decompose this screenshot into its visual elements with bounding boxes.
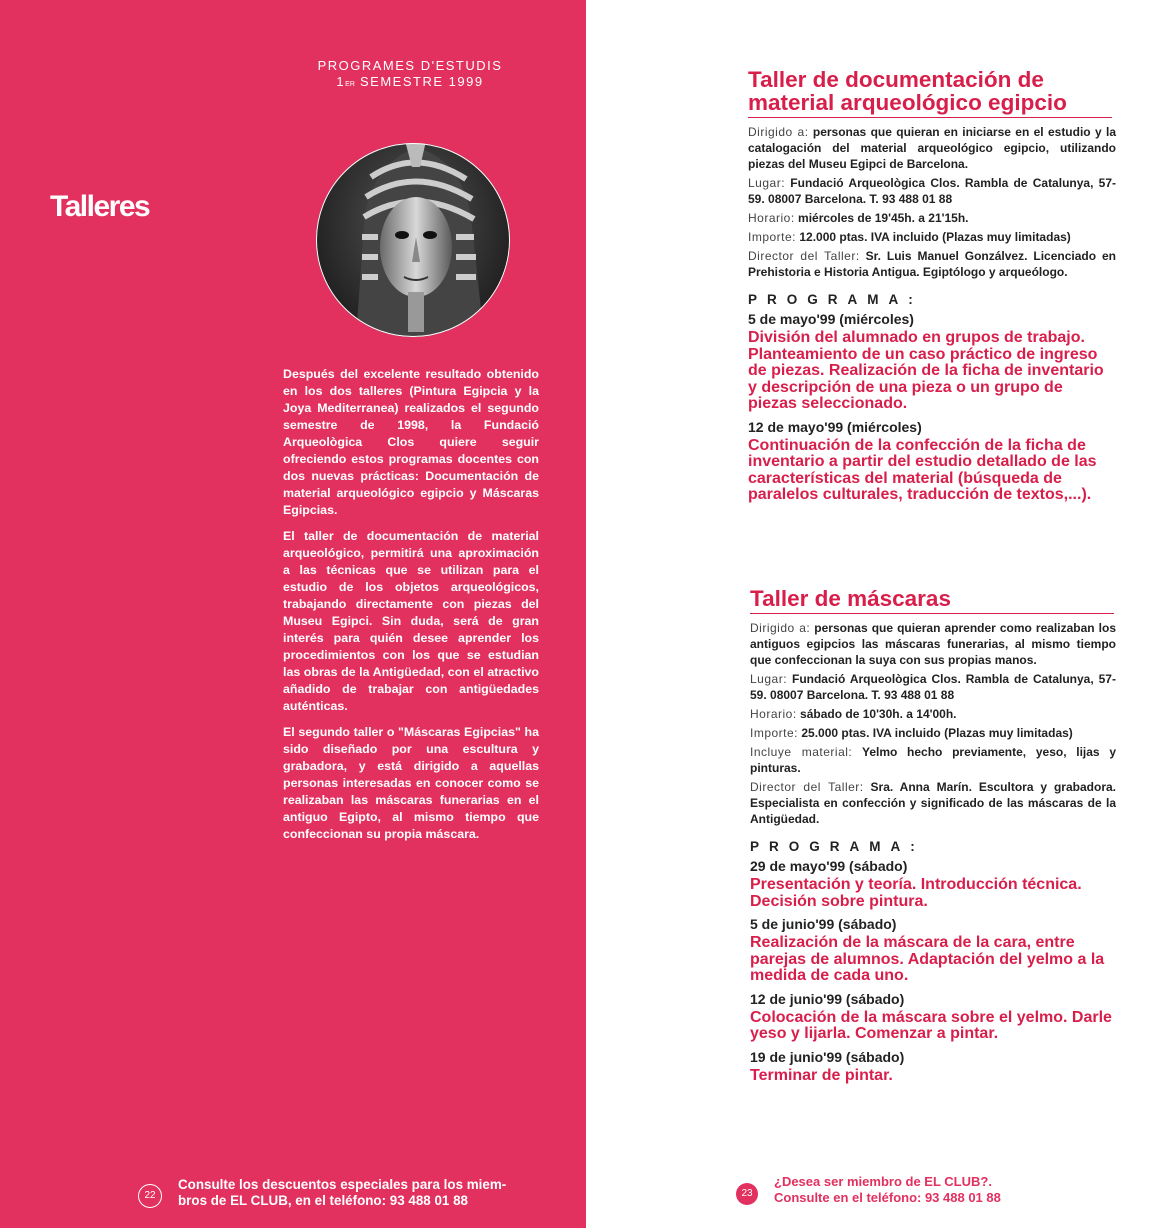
intro-text (283, 366, 539, 852)
info-row (750, 706, 1116, 722)
info-value: miércoles de 19'45h. a 21'15h. (798, 211, 969, 225)
footer-text (774, 1174, 1154, 1206)
page-number: 22 (138, 1184, 162, 1208)
intro-paragraph: El taller de documentación de material arqueológico, permitirá una aproximación a las técnicas que se utilizan para el estudio de los objetos arqueológicos, trabajando directamente con piezas del Museu Egipci. Sin duda, será de gran interés para quién desee aprender los procedimientos con los que se estudian las obras de la Antigüedad, con el atractivo añadido de trabajar con antigüedades auténticas. (283, 529, 539, 713)
header-line2 (310, 74, 510, 93)
session-date: 12 de mayo'99 (miércoles) (748, 418, 922, 435)
section-title-line: material arqueológico egipcio (748, 90, 1067, 115)
section-title-line: Taller de documentación de (748, 67, 1044, 92)
programa-label: PROGRAMA: (748, 292, 923, 307)
info-value: Sra. Anna Marín. Escultora y grabadora. Especialista en confección y significado de las máscaras de la Antigüedad. (750, 780, 1116, 826)
footer-line: Consulte en el teléfono: 93 488 01 88 (774, 1190, 1001, 1205)
session-activity: Colocación de la máscara sobre el yelmo. Darle yeso y lijarla. Comenzar a pintar. (750, 1008, 1112, 1042)
pharaoh-mask-photo (316, 107, 510, 337)
info-label: Dirigido a: (750, 621, 811, 635)
section-rule (750, 613, 1114, 614)
header-line1: PROGRAMES D'ESTUDIS (317, 58, 503, 73)
section-mascaras (750, 587, 1116, 1090)
info-label: Director del Taller: (748, 249, 860, 263)
info-value: Yelmo hecho previamente, yeso, lijas y pinturas. (750, 745, 1116, 775)
section-title: Taller de máscaras (750, 586, 951, 611)
session-date: 12 de junio'99 (sábado) (750, 990, 905, 1007)
session-date: 29 de mayo'99 (sábado) (750, 858, 908, 874)
info-row (750, 725, 1116, 741)
info-label: Lugar: (750, 672, 788, 686)
page-number: 23 (736, 1183, 758, 1205)
info-row (748, 248, 1116, 280)
info-row (748, 229, 1116, 245)
info-label: Incluye material: (750, 745, 853, 759)
session-activity: Presentación y teoría. Introducción técnica. Decisión sobre pintura. (750, 876, 1082, 910)
intro-paragraph: El segundo taller o "Máscaras Egipcias" ha sido diseñado por una escultura y grabadora, y está dirigido a aquellas personas interesadas en conocer como se realizaban las máscaras funerarias en el antiguo Egipto, al mismo tiempo que confeccionan su propia máscara. (283, 725, 539, 841)
info-label: Director del Taller: (750, 780, 864, 794)
info-row (748, 124, 1116, 172)
info-label: Horario: (748, 211, 795, 225)
info-row (750, 744, 1116, 776)
info-row (750, 671, 1116, 703)
info-row (750, 620, 1116, 668)
info-label: Importe: (748, 230, 797, 244)
section-title (748, 68, 1116, 114)
info-value: 25.000 ptas. IVA incluido (Plazas muy limitadas) (801, 726, 1073, 740)
info-label: Horario: (750, 707, 797, 721)
session-activity: División del alumnado en grupos de trabajo. Planteamiento de un caso práctico de ingreso de piezas. Realización de la ficha de inventario y descripción de una pieza o un grupo de piezas seleccionado. (748, 329, 1104, 412)
info-row (748, 175, 1116, 207)
info-label: Importe: (750, 726, 799, 740)
intro-paragraph: Después del excelente resultado obtenido en los dos talleres (Pintura Egipcia y la Joya Mediterranea) realizados el segundo semestre de 1998, la Fundació Arqueològica Clos quiere seguir ofreciendo estos programas docentes con dos nuevas prácticas: Documentación de material arqueológico egipcio y Máscaras Egipcias. (283, 367, 539, 517)
program-header (310, 58, 510, 93)
info-row (750, 779, 1116, 827)
info-value: personas que quieran en iniciarse en el estudio y la catalogación del material arqueológico egipcio, utilizando piezas del Museu Egipci de Barcelona. (748, 125, 1116, 171)
session-date: 5 de junio'99 (sábado) (750, 916, 897, 932)
right-page (586, 0, 1162, 1228)
page-title: Talleres (50, 190, 150, 223)
info-value: Sr. Luis Manuel Gonzálvez. Licenciado en Prehistoria e Historia Antigua. Egiptólogo y arqueólogo. (748, 249, 1116, 279)
info-label: Dirigido a: (748, 125, 809, 139)
info-value: Fundació Arqueològica Clos. Rambla de Catalunya, 57-59. 08007 Barcelona. T. 93 488 01 88 (750, 672, 1116, 702)
session-date: 5 de mayo'99 (miércoles) (748, 311, 914, 327)
section-documentacion (748, 68, 1116, 510)
session-activity: Realización de la máscara de la cara, entre parejas de alumnos. Adaptación del yelmo a la medida de cada uno. (750, 934, 1105, 984)
info-value: 12.000 ptas. IVA incluido (Plazas muy limitadas) (799, 230, 1071, 244)
header-prefix: 1 (336, 74, 346, 89)
footer-line: ¿Desea ser miembro de EL CLUB?. (774, 1174, 992, 1189)
info-value: sábado de 10'30h. a 14'00h. (800, 707, 957, 721)
section-rule (748, 117, 1112, 118)
footer-line: bros de EL CLUB, en el teléfono: 93 488 01 88 (178, 1193, 468, 1208)
info-row (748, 210, 1116, 226)
info-value: Fundació Arqueològica Clos. Rambla de Catalunya, 57-59. 08007 Barcelona. T. 93 488 01 88 (748, 176, 1116, 206)
footer-text (178, 1177, 578, 1209)
programa-label: PROGRAMA: (750, 839, 925, 854)
session-activity: Continuación de la confección de la ficha de inventario a partir del estudio detallado de las características del material (búsqueda de paralelos culturales, traducción de textos,...). (748, 436, 1097, 503)
session-activity: Terminar de pintar. (750, 1066, 893, 1084)
session-date: 19 de junio'99 (sábado) (750, 1048, 905, 1065)
header-semester: SEMESTRE 1999 (360, 74, 484, 89)
info-label: Lugar: (748, 176, 786, 190)
footer-line: Consulte los descuentos especiales para los miem- (178, 1177, 507, 1192)
info-value: personas que quieran aprender como realizaban los antiguos egipcios las máscaras funerarias, al mismo tiempo que confeccionan la suya con sus propias manos. (750, 621, 1116, 667)
header-sup: ER (345, 81, 355, 88)
